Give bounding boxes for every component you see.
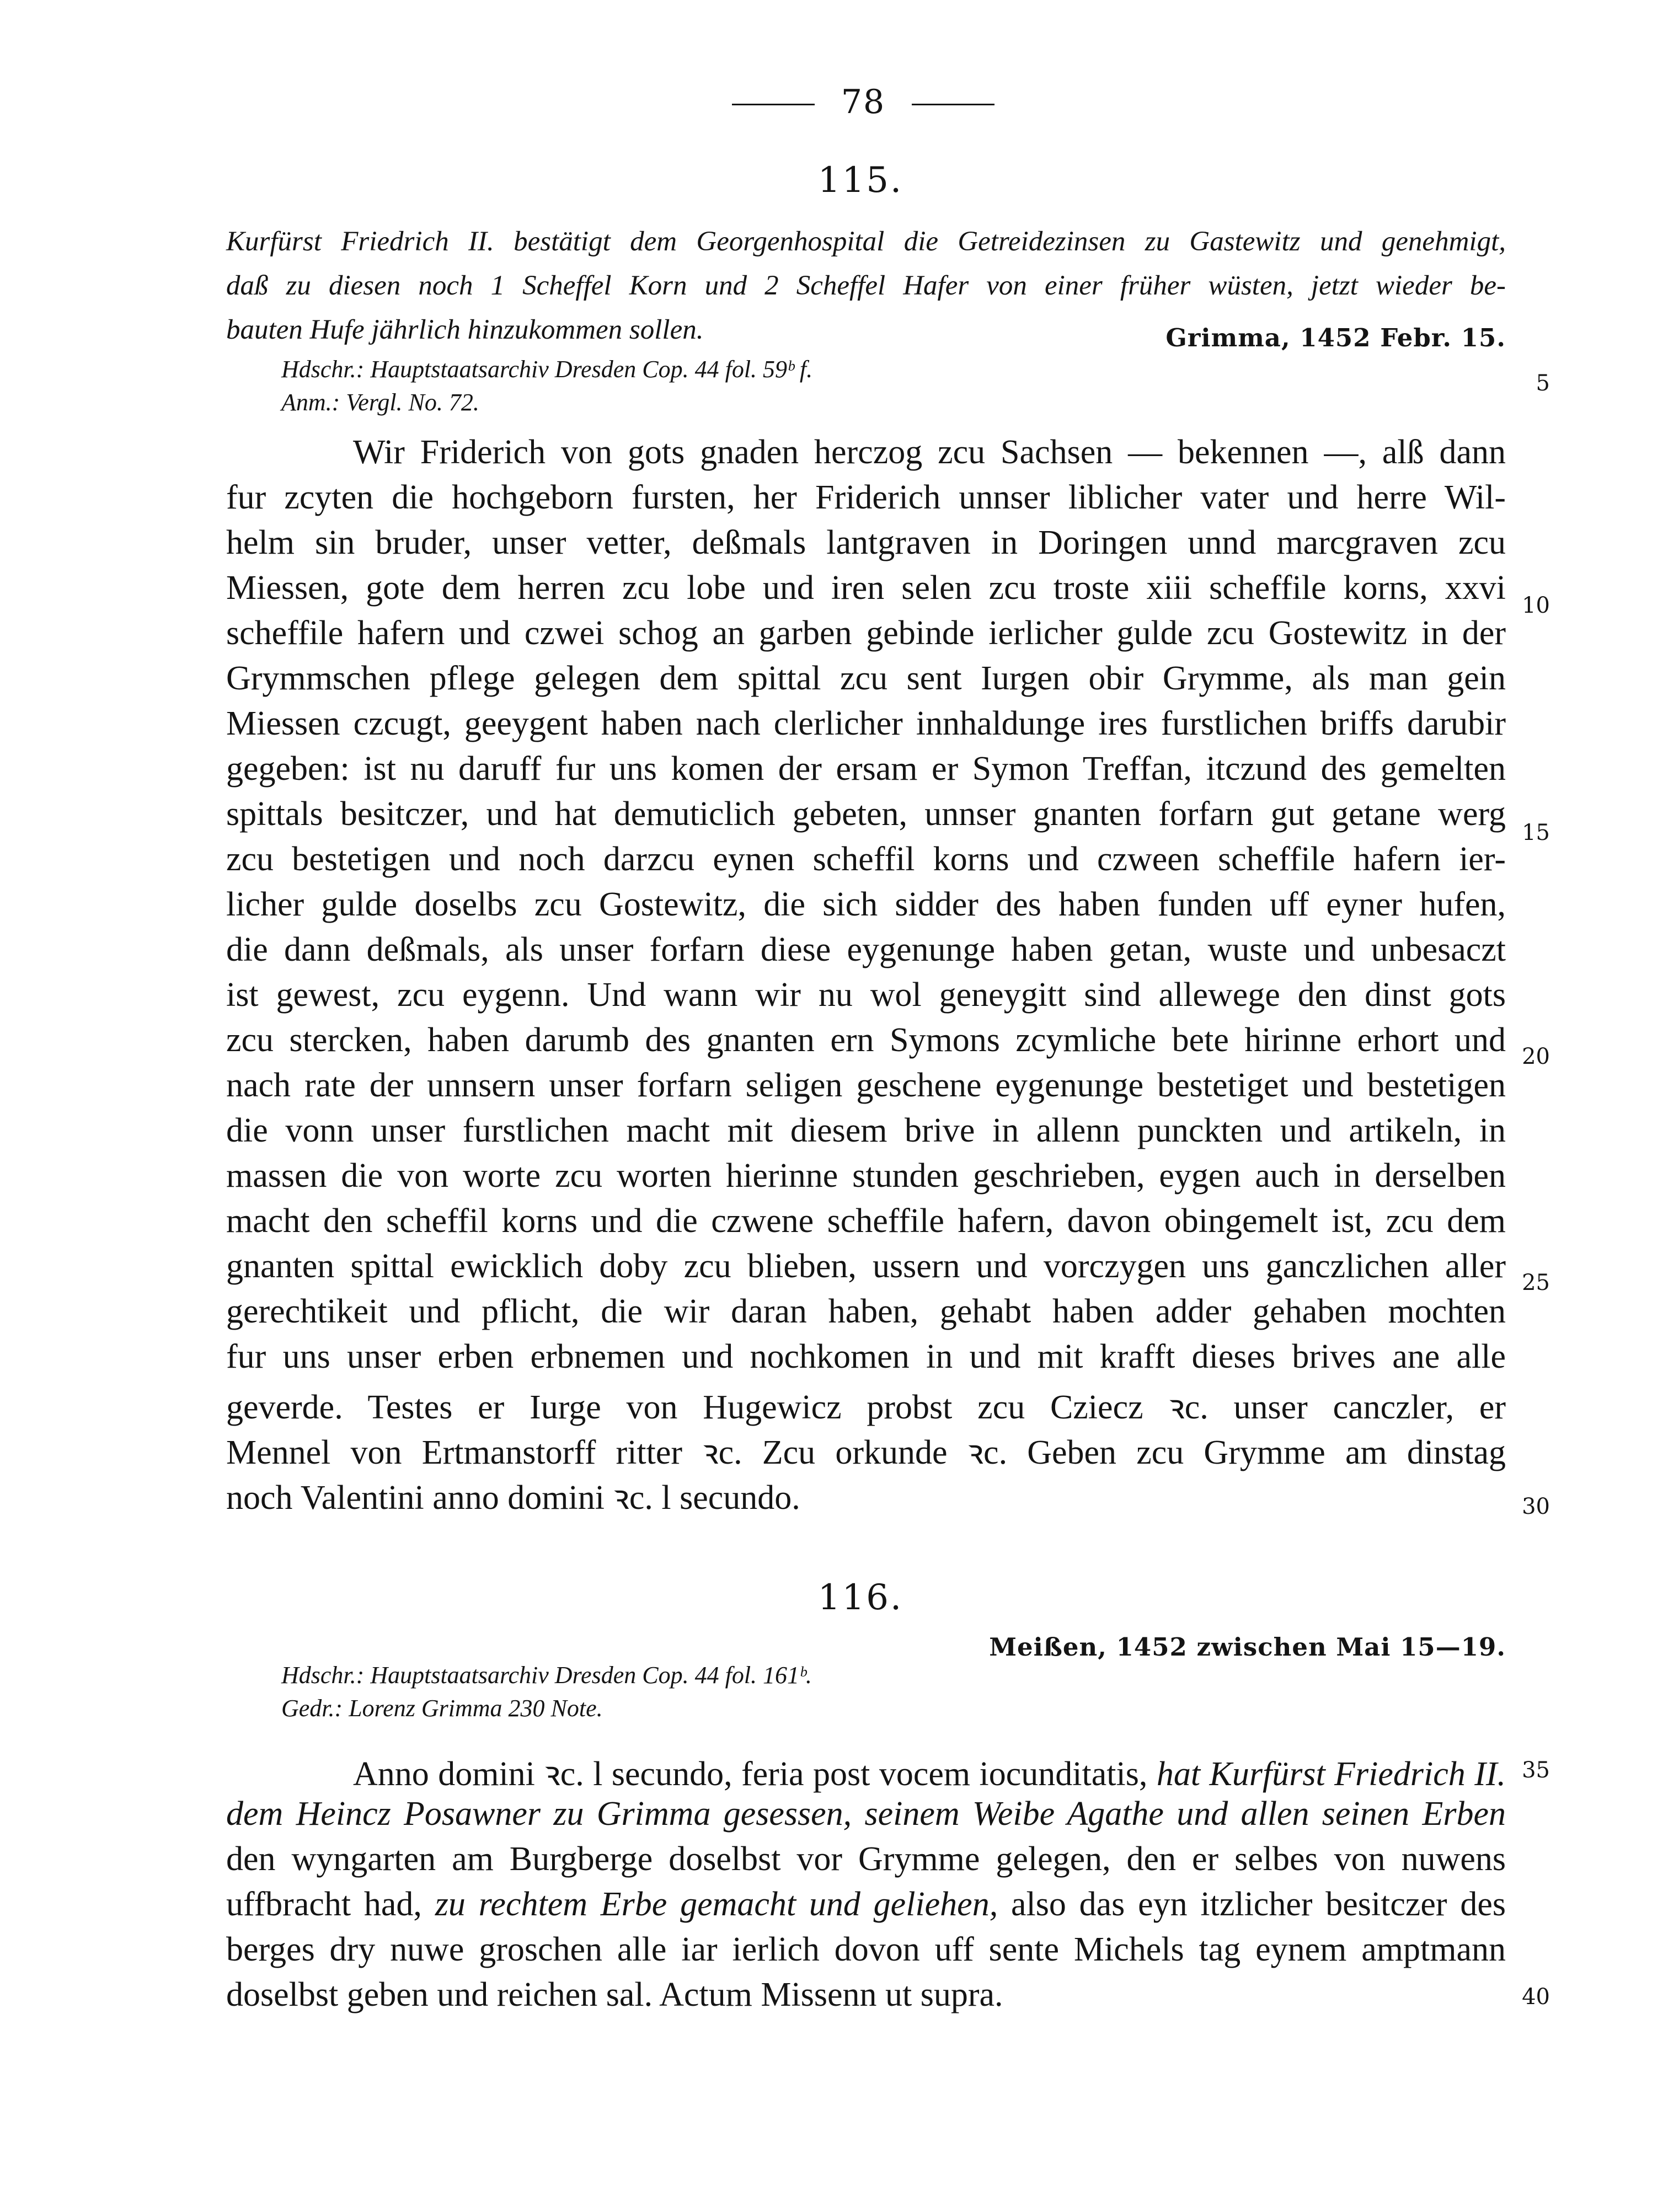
source-note: Hdschr.: Hauptstaatsarchiv Dresden Cop. 44 fol. 59ᵇ f. bbox=[281, 356, 813, 383]
text-segment-italic: zu rechtem Erbe gemacht und geliehen, bbox=[435, 1886, 998, 1923]
page-number-rule-right bbox=[912, 104, 994, 105]
source-note: Hdschr.: Hauptstaatsarchiv Dresden Cop. 44 fol. 161ᵇ. bbox=[281, 1662, 812, 1689]
text-line: die dann deßmals, als unser forfarn diese eygenunge haben getan, wuste und unbesaczt bbox=[226, 931, 1506, 968]
text-line: nach rate der unnsern unser forfarn seligen geschene eygenunge bestetiget und bestetigen bbox=[226, 1067, 1506, 1104]
text-line: Miessen czcugt, geeygent haben nach clerlicher innhaldunge ires furstlichen briffs darubir bbox=[226, 705, 1506, 742]
text-line bbox=[226, 1795, 1506, 1834]
text-line: Wir Friderich von gots gnaden herczog zcu Sachsen — bekennen —, alß dann bbox=[353, 433, 1506, 471]
text-line: Grymmschen pflege gelegen dem spittal zcu sent Iurgen obir Grymme, als man gein bbox=[226, 660, 1506, 697]
source-note: Anm.: Vergl. No. 72. bbox=[281, 389, 479, 416]
margin-line-number: 35 bbox=[1522, 1758, 1550, 1783]
regest-line: Kurfürst Friedrich II. bestätigt dem Georgenhospital die Getreidezinsen zu Gastewitz und genehmigt, bbox=[226, 226, 1506, 257]
text-line: zcu bestetigen und noch darzcu eynen scheffil korns und czween scheffile hafern ier- bbox=[226, 840, 1506, 878]
margin-line-number: 15 bbox=[1522, 820, 1550, 845]
document-number: 115. bbox=[817, 160, 903, 201]
source-note: Gedr.: Lorenz Grimma 230 Note. bbox=[281, 1695, 603, 1722]
text-line: ist gewest, zcu eygenn. Und wann wir nu wol geneygitt sind allewege den dinst gots bbox=[226, 976, 1506, 1014]
margin-line-number: 30 bbox=[1522, 1494, 1550, 1519]
text-segment-italic: dem Heincz Posawner zu Grimma gesessen, seinem Weibe Agathe und allen seinen Erben bbox=[226, 1795, 1506, 1833]
text-line bbox=[226, 1885, 1506, 1924]
margin-line-number: 20 bbox=[1522, 1044, 1550, 1069]
document-number: 116. bbox=[817, 1577, 903, 1618]
text-segment: Anno domini ꝛc. l secundo, feria post vocem iocunditatis, bbox=[353, 1755, 1157, 1793]
page-number-rule-left bbox=[732, 104, 815, 105]
text-line: Miessen, gote dem herren zcu lobe und iren selen zcu troste xiii scheffile korns, xxvi bbox=[226, 569, 1506, 607]
text-line: helm sin bruder, unser vetter, deßmals lantgraven in Doringen unnd marcgraven zcu bbox=[226, 524, 1506, 561]
text-line: scheffile hafern und czwei schog an garben gebinde ierlicher gulde zcu Gostewitz in der bbox=[226, 614, 1506, 652]
text-segment: uffbracht had, bbox=[226, 1886, 435, 1923]
text-line bbox=[226, 1930, 1506, 1969]
text-line: Mennel von Ertmanstorff ritter ꝛc. Zcu orkunde ꝛc. Geben zcu Grymme am dinstag bbox=[226, 1434, 1506, 1471]
text-line: gegeben: ist nu daruff fur uns komen der ersam er Symon Treffan, itczund des gemelten bbox=[226, 750, 1506, 788]
text-segment: also das eyn itzlicher besitczer des bbox=[998, 1886, 1506, 1923]
place-date: Grimma, 1452 Febr. 15. bbox=[1165, 323, 1506, 352]
regest-line: daß zu diesen noch 1 Scheffel Korn und 2 Scheffel Hafer von einer früher wüsten, jetzt wieder be- bbox=[226, 270, 1506, 301]
text-line: fur zcyten die hochgeborn fursten, her Friderich unnser liblicher vater und herre Wil- bbox=[226, 479, 1506, 516]
text-line bbox=[353, 1749, 1506, 1796]
text-line: noch Valentini anno domini ꝛc. l secundo. bbox=[226, 1479, 800, 1517]
margin-line-number: 10 bbox=[1522, 593, 1550, 618]
text-line: massen die von worte zcu worten hierinne stunden geschrieben, eygen auch in derselben bbox=[226, 1157, 1506, 1195]
page-number bbox=[692, 83, 1034, 121]
text-line: spittals besitczer, und hat demuticlich gebeten, unnser gnanten forfarn gut getane werg bbox=[226, 795, 1506, 833]
text-line: gnanten spittal ewicklich doby zcu blieben, ussern und vorczygen uns ganczlichen aller bbox=[226, 1247, 1506, 1285]
text-line bbox=[226, 1975, 1506, 2015]
text-segment-italic: hat Kurfürst Friedrich II. bbox=[1156, 1755, 1506, 1793]
place-date: Meißen, 1452 zwischen Mai 15—19. bbox=[989, 1632, 1506, 1662]
regest-line: bauten Hufe jährlich hinzukommen sollen. bbox=[226, 314, 704, 345]
page-number-value: 78 bbox=[841, 83, 886, 121]
margin-line-number: 5 bbox=[1536, 371, 1550, 396]
text-line: geverde. Testes er Iurge von Hugewicz probst zcu Cziecz ꝛc. unser canczler, er bbox=[226, 1389, 1506, 1426]
text-segment: doselbst geben und reichen sal. Actum Missenn ut supra. bbox=[226, 1976, 1003, 2013]
text-line: licher gulde doselbs zcu Gostewitz, die sich sidder des haben funden uff eyner hufen, bbox=[226, 886, 1506, 923]
text-line: fur uns unser erben erbnemen und nochkomen in und mit krafft dieses brives ane alle bbox=[226, 1338, 1506, 1375]
text-line: macht den scheffil korns und die czwene scheffile hafern, davon obingemelt ist, zcu dem bbox=[226, 1202, 1506, 1240]
text-segment: berges dry nuwe groschen alle iar ierlich dovon uff sente Michels tag eynem amptmann bbox=[226, 1931, 1506, 1968]
margin-line-number: 25 bbox=[1522, 1270, 1550, 1295]
text-segment: den wyngarten am Burgberge doselbst vor Grymme gelegen, den er selbes von nuwens bbox=[226, 1840, 1506, 1878]
text-line: gerechtikeit und pflicht, die wir daran haben, gehabt haben adder gehaben mochten bbox=[226, 1293, 1506, 1330]
text-line: die vonn unser furstlichen macht mit diesem brive in allenn punckten und artikeln, in bbox=[226, 1112, 1506, 1149]
margin-line-number: 40 bbox=[1522, 1984, 1550, 2010]
text-line bbox=[226, 1840, 1506, 1879]
text-line: zcu stercken, haben darumb des gnanten ern Symons zcymliche bete hirinne erhort und bbox=[226, 1021, 1506, 1059]
